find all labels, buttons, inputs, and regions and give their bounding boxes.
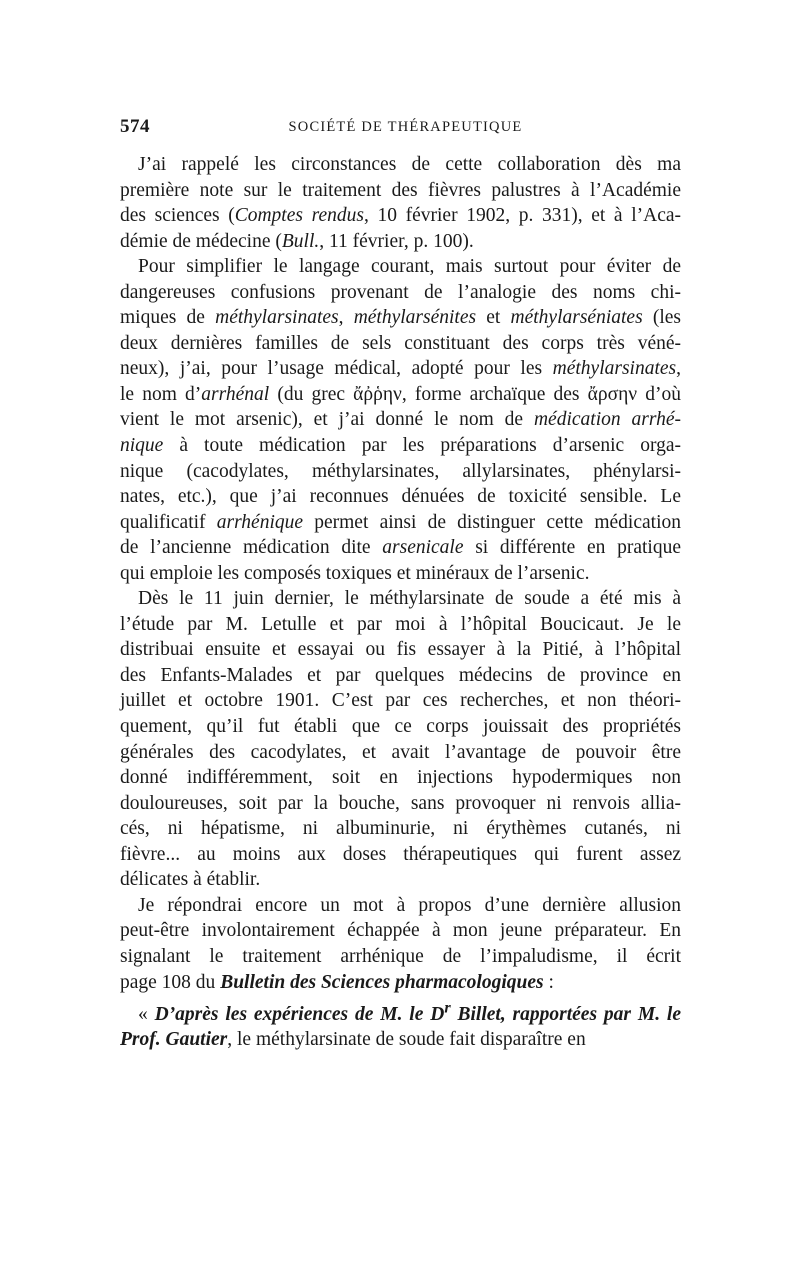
- text-line: juillet et octobre 1901. C’est par ces recherches, et non théori-: [120, 690, 681, 712]
- text-line: Pour simplifier le langage courant, mais surtout pour éviter de: [138, 256, 681, 278]
- paragraph-2: [120, 254, 681, 586]
- text-line: fièvre... au moins aux doses thérapeutiques qui furent assez: [120, 843, 681, 865]
- paragraph-5: [120, 995, 681, 1053]
- text-line: démie de médecine (Bull., 11 février, p. 100).: [120, 230, 474, 252]
- text-line: nique (cacodylates, méthylarsinates, allylarsinates, phénylarsi-: [120, 460, 681, 482]
- text-line: J’ai rappelé les circonstances de cette collaboration dès ma: [138, 154, 681, 175]
- text-line: miques de méthylarsinates, méthylarsénites et méthylarséniates (les: [120, 307, 682, 329]
- page-number: 574: [120, 116, 150, 137]
- text-line: qualificatif arrhénique permet ainsi de distinguer cette médication: [120, 511, 681, 533]
- text-line: vient le mot arsenic), et j’ai donné le nom de médication arrhé-: [120, 409, 681, 431]
- text-line: donné indifféremment, soit en injections hypodermiques non: [120, 767, 681, 789]
- text-line: deux dernières familles de sels constituant des corps très véné-: [120, 332, 681, 354]
- text-line: générales des cacodylates, et avait l’avantage de pouvoir être: [120, 741, 681, 763]
- text-line: nique à toute médication par les préparations d’arsenic orga-: [120, 435, 681, 457]
- page-header: [120, 116, 681, 138]
- text-line: Je répondrai encore un mot à propos d’une dernière allusion: [138, 894, 681, 916]
- running-title: SOCIÉTÉ DE THÉRAPEUTIQUE: [288, 119, 523, 135]
- text-line: peut-être involontairement échappée à mon jeune préparateur. En: [120, 920, 681, 942]
- text-line: signalant le traitement arrhénique de l’impaludisme, il écrit: [120, 945, 681, 967]
- text-line: quement, qu’il fut établi que ce corps jouissait des propriétés: [120, 716, 681, 738]
- text-line: Dès le 11 juin dernier, le méthylarsinate de soude a été mis à: [138, 588, 681, 610]
- text-line: l’étude par M. Letulle et par moi à l’hôpital Boucicaut. Je le: [120, 613, 681, 635]
- text-line: qui emploie les composés toxiques et minéraux de l’arsenic.: [120, 562, 590, 584]
- text-line: de l’ancienne médication dite arsenicale si différente en pratique: [120, 537, 682, 559]
- paragraph-1: [120, 152, 681, 254]
- text-line: neux), j’ai, pour l’usage médical, adopté pour les méthylarsinates,: [120, 358, 681, 380]
- text-line: le nom d’arrhénal (du grec ἄῤῥην, forme archaïque des ἄρσην d’où: [120, 383, 682, 405]
- text-line: page 108 du Bulletin des Sciences pharmacologiques :: [120, 971, 554, 993]
- text-line: « D’après les expériences de M. le $D^r$ Billet, rapportées par M. le: [138, 998, 682, 1025]
- paragraph-4: [120, 893, 681, 995]
- paragraph-3: [120, 586, 681, 893]
- body-text: [120, 152, 681, 1053]
- text-line: première note sur le traitement des fièvres palustres à l’Académie: [120, 179, 681, 201]
- text-line: des sciences (Comptes rendus, 10 février 1902, p. 331), et à l’Aca-: [120, 205, 682, 227]
- text-line: douloureuses, soit par la bouche, sans provoquer ni renvois allia-: [120, 792, 681, 814]
- text-line: nates, etc.), que j’ai reconnues dénuées de toxicité sensible. Le: [120, 486, 681, 508]
- text-line: Prof. Gautier, le méthylarsinate de soude fait disparaître en: [120, 1029, 586, 1051]
- text-line: distribuai ensuite et essayai ou fis essayer à la Pitié, à l’hôpital: [120, 639, 681, 661]
- text-line: des Enfants-Malades et par quelques médecins de province en: [120, 664, 681, 686]
- text-line: délicates à établir.: [120, 869, 261, 891]
- text-line: cés, ni hépatisme, ni albuminurie, ni érythèmes cutanés, ni: [120, 818, 681, 840]
- text-line: dangereuses confusions provenant de l’analogie des noms chi-: [120, 281, 681, 303]
